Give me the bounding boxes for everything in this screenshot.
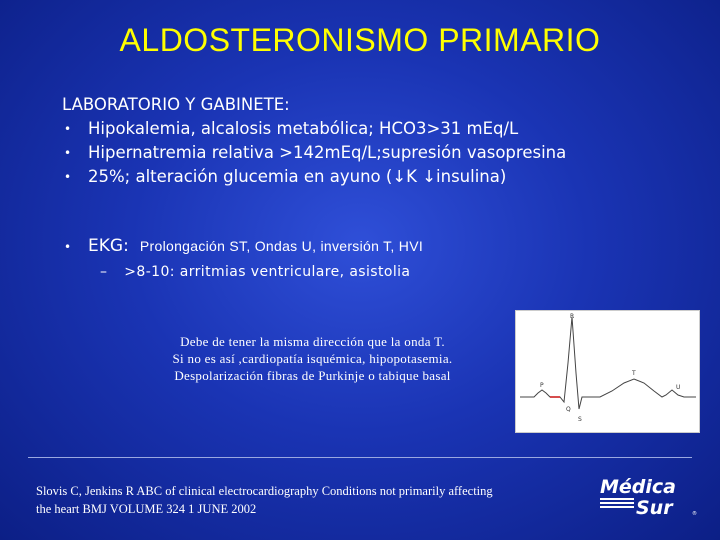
- ecg-trace: [520, 317, 696, 409]
- logo-text-bottom: Sur: [636, 497, 673, 518]
- ekg-label: EKG:: [88, 236, 129, 256]
- logo-text-top: Médica: [600, 476, 676, 498]
- logo-stripe: [600, 502, 634, 504]
- ecg-label-p: P: [540, 382, 544, 389]
- dash-icon: –: [100, 264, 108, 280]
- lab-bullet-text: Hipokalemia, alcalosis metabólica; HCO3>31 mEq/L: [88, 119, 519, 138]
- ekg-bullet: [62, 236, 712, 256]
- lab-bullet-text: Hipernatremia relativa >142mEq/L;supresión vasopresina: [88, 143, 567, 162]
- ekg-sub-text: >8-10: arritmias ventriculare, asistolia: [124, 264, 411, 280]
- lab-bullet-item: [62, 165, 712, 189]
- bullet-icon: •: [64, 146, 72, 160]
- citation-line: Slovis C, Jenkins R ABC of clinical electrocardiography Conditions not primarily affecting: [36, 484, 493, 498]
- registered-mark: ®: [692, 511, 697, 517]
- lab-bullet-list: [62, 117, 712, 189]
- ecg-diagram: [515, 310, 700, 433]
- lab-heading: LABORATORIO Y GABINETE:: [62, 95, 290, 114]
- lab-bullet-text: 25%; alteración glucemia en ayuno (↓K ↓insulina): [88, 167, 507, 186]
- ekg-detail: Prolongación ST, Ondas U, inversión T, HVI: [139, 238, 424, 254]
- lab-section: [62, 93, 712, 189]
- bullet-icon: •: [64, 240, 72, 254]
- ecg-label-q: Q: [566, 406, 571, 413]
- medica-sur-logo: [598, 474, 702, 518]
- ecg-label-t: T: [632, 370, 636, 377]
- ecg-label-s: S: [578, 416, 582, 423]
- note-line: Despolarización fibras de Purkinje o tabique basal: [174, 368, 451, 383]
- bullet-icon: •: [64, 170, 72, 184]
- bullet-icon: •: [64, 122, 72, 136]
- lab-bullet-item: [62, 141, 712, 165]
- lab-bullet-item: [62, 117, 712, 141]
- ecg-label-r: R: [570, 313, 575, 320]
- note-line: Debe de tener la misma dirección que la onda T.: [180, 334, 445, 349]
- citation: [36, 482, 576, 518]
- ecg-wave-svg: [516, 311, 699, 432]
- ekg-sub-bullet: [100, 264, 410, 280]
- logo-svg: [598, 474, 702, 518]
- citation-line: the heart BMJ VOLUME 324 1 JUNE 2002: [36, 502, 257, 516]
- footer-divider: [28, 457, 692, 458]
- slide-title: ALDOSTERONISMO PRIMARIO: [119, 22, 601, 58]
- logo-stripe: [600, 498, 634, 500]
- note-block: [140, 333, 485, 384]
- ecg-label-u: U: [676, 384, 681, 391]
- logo-stripe: [600, 506, 634, 508]
- note-line: Si no es así ,cardiopatía isquémica, hipopotasemia.: [172, 351, 453, 366]
